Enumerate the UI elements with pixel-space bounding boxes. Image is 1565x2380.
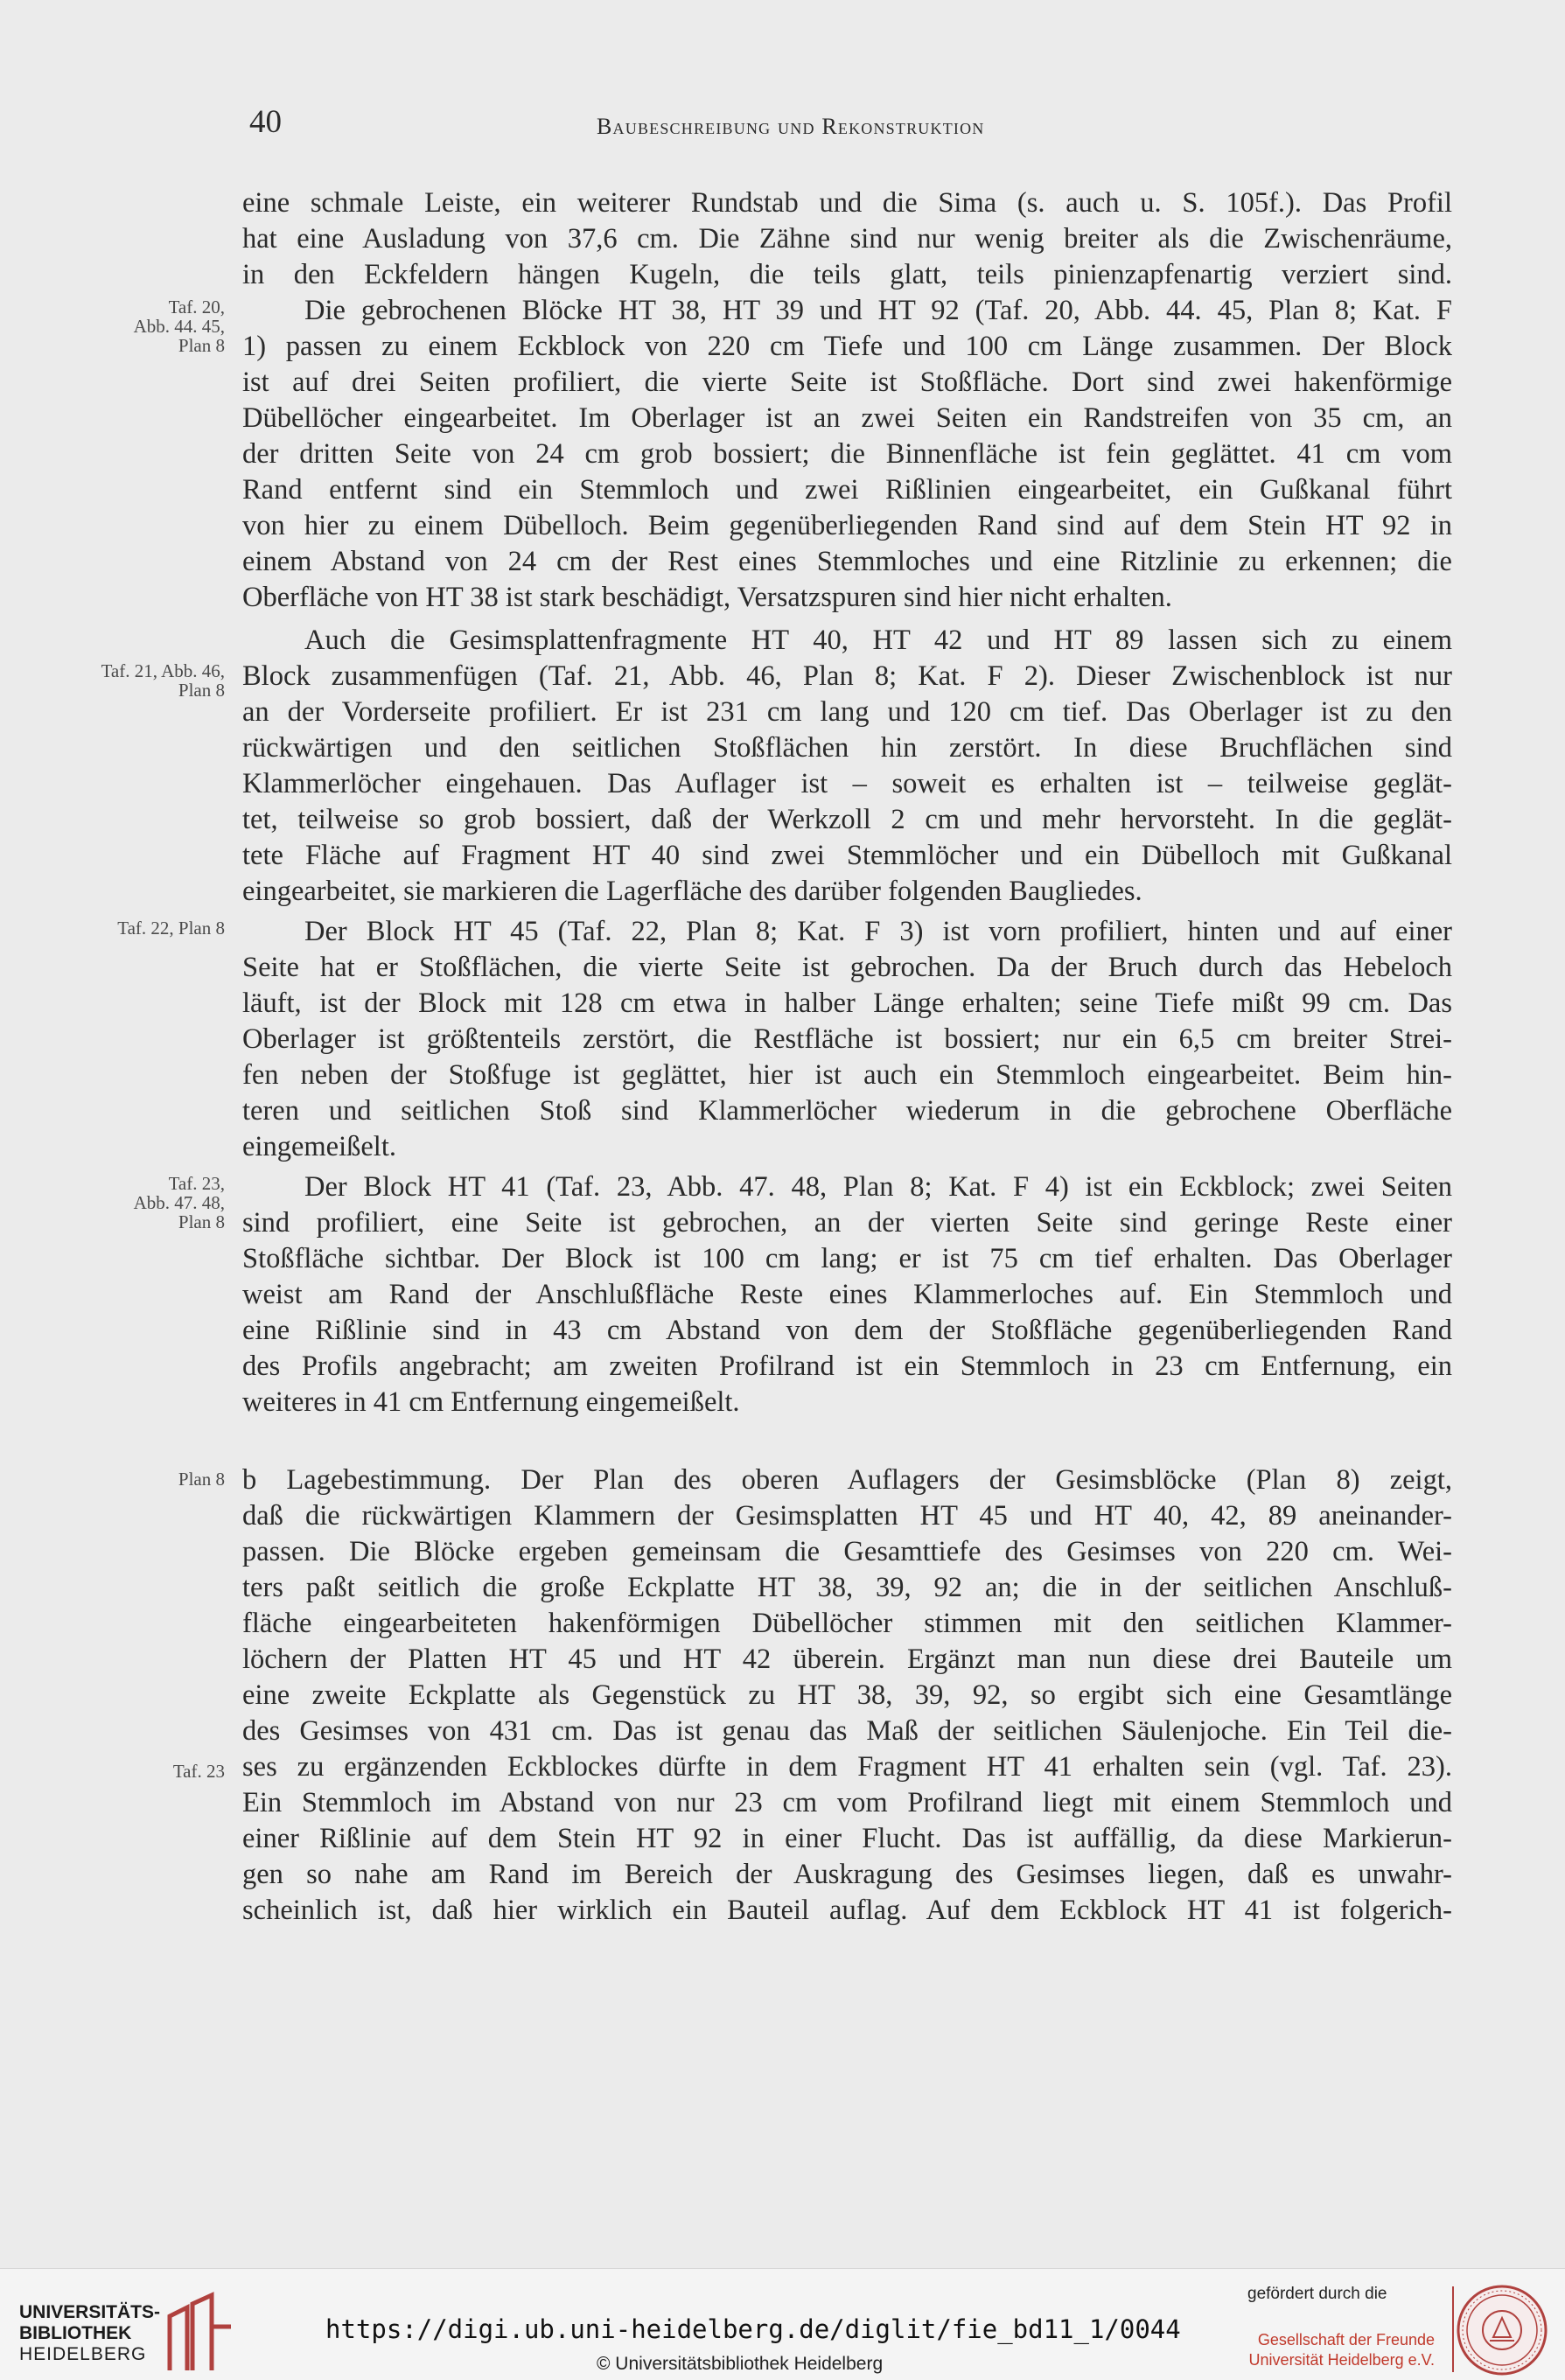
body-line: b Lagebestimmung. Der Plan des oberen Auflagers der Gesimsblöcke (Plan 8) zeigt, xyxy=(242,1464,1452,1496)
margin-note: Plan 8 xyxy=(178,1469,225,1490)
body-line: 1) passen zu einem Eckblock von 220 cm Tiefe und 100 cm Länge zusammen. Der Block xyxy=(242,331,1452,362)
footer-bar xyxy=(0,2268,1565,2380)
body-line: tete Fläche auf Fragment HT 40 sind zwei Stemmlöcher und ein Dübelloch mit Gußkanal xyxy=(242,840,1452,871)
body-line: Der Block HT 41 (Taf. 23, Abb. 47. 48, Plan 8; Kat. F 4) ist ein Eckblock; zwei Seiten xyxy=(304,1171,1452,1203)
library-name-line: UNIVERSITÄTS- xyxy=(19,2302,161,2322)
body-line: in den Eckfeldern hängen Kugeln, die teils glatt, teils pinienzapfenartig verziert sind. xyxy=(242,259,1452,290)
library-logo-icon xyxy=(157,2292,238,2372)
body-line: Oberlager ist größtenteils zerstört, die Restfläche ist bossiert; nur ein 6,5 cm breiter Strei- xyxy=(242,1023,1452,1055)
body-line: sind profiliert, eine Seite ist gebrochen, an der vierten Seite sind geringe Reste einer xyxy=(242,1207,1452,1239)
body-line: einem Abstand von 24 cm der Rest eines Stemmloches und eine Ritzlinie zu erkennen; die xyxy=(242,546,1452,577)
body-line: Der Block HT 45 (Taf. 22, Plan 8; Kat. F 3) ist vorn profiliert, hinten und auf einer xyxy=(304,916,1452,947)
university-seal-icon xyxy=(1455,2283,1549,2377)
body-line: teren und seitlichen Stoß sind Klammerlöcher wiederum in die gebrochene Oberfläche xyxy=(242,1095,1452,1127)
body-line: Dübellöcher eingearbeitet. Im Oberlager ist an zwei Seiten ein Randstreifen von 35 cm, an xyxy=(242,402,1452,434)
body-line: an der Vorderseite profiliert. Er ist 231 cm lang und 120 cm tief. Das Oberlager ist zu den xyxy=(242,696,1452,728)
body-line: Oberfläche von HT 38 ist stark beschädigt, Versatzspuren sind hier nicht erhalten. xyxy=(242,582,1172,613)
body-line: eine schmale Leiste, ein weiterer Rundstab und die Sima (s. auch u. S. 105f.). Das Profil xyxy=(242,187,1452,219)
margin-note: Plan 8 xyxy=(178,1211,225,1232)
body-line: des Gesimses von 431 cm. Das ist genau das Maß der seitlichen Säulenjoche. Ein Teil die- xyxy=(242,1715,1452,1747)
body-line: scheinlich ist, daß hier wirklich ein Bauteil auflag. Auf dem Eckblock HT 41 ist folgerich- xyxy=(242,1895,1452,1926)
body-line: Auch die Gesimsplattenfragmente HT 40, HT 42 und HT 89 lassen sich zu einem xyxy=(304,625,1452,656)
body-line: weist am Rand der Anschlußfläche Reste eines Klammerloches auf. Ein Stemmloch und xyxy=(242,1279,1452,1310)
body-line: tet, teilweise so grob bossiert, daß der Werkzoll 2 cm und mehr hervorsteht. In die geglät- xyxy=(242,804,1452,835)
body-line: läuft, ist der Block mit 128 cm etwa in halber Länge erhalten; seine Tiefe mißt 99 cm. Das xyxy=(242,988,1452,1019)
library-name-line: BIBLIOTHEK xyxy=(19,2323,132,2343)
funding-label: gefördert durch die xyxy=(1247,2285,1387,2303)
running-title: Baubeschreibung und Rekonstruktion xyxy=(597,114,985,139)
body-line: eine zweite Eckplatte als Gegenstück zu HT 38, 39, 92, so ergibt sich eine Gesamtlänge xyxy=(242,1679,1452,1711)
margin-note: Plan 8 xyxy=(178,680,225,701)
funding-org: Universität Heidelberg e.V. xyxy=(1248,2351,1435,2369)
body-line: weiteres in 41 cm Entfernung eingemeißelt. xyxy=(242,1386,740,1418)
margin-note: Taf. 23 xyxy=(172,1761,225,1782)
body-line: Klammerlöcher eingehauen. Das Auflager ist – soweit es erhalten ist – teilweise geglät- xyxy=(242,768,1452,799)
copyright-notice: © Universitätsbibliothek Heidelberg xyxy=(597,2354,884,2374)
body-line: einer Rißlinie auf dem Stein HT 92 in einer Flucht. Das ist auffällig, da diese Markierun- xyxy=(242,1823,1452,1854)
body-line: ist auf drei Seiten profiliert, die vierte Seite ist Stoßfläche. Dort sind zwei hakenförmige xyxy=(242,366,1452,398)
margin-note: Abb. 44. 45, xyxy=(133,316,225,337)
margin-note: Taf. 22, Plan 8 xyxy=(117,918,225,939)
body-line: fläche eingearbeiteten hakenförmigen Dübellöcher stimmen mit den seitlichen Klammer- xyxy=(242,1608,1452,1639)
body-line: eine Rißlinie sind in 43 cm Abstand von dem der Stoßfläche gegenüberliegenden Rand xyxy=(242,1315,1452,1346)
body-line: ses zu ergänzenden Eckblockes dürfte in dem Fragment HT 41 erhalten sein (vgl. Taf. 23). xyxy=(242,1751,1452,1783)
body-line: daß die rückwärtigen Klammern der Gesimsplatten HT 45 und HT 40, 42, 89 aneinander- xyxy=(242,1500,1452,1532)
body-line: rückwärtigen und den seitlichen Stoßflächen hin zerstört. In diese Bruchflächen sind xyxy=(242,732,1452,764)
body-line: fen neben der Stoßfuge ist geglättet, hier ist auch ein Stemmloch eingearbeitet. Beim hin- xyxy=(242,1059,1452,1091)
margin-note: Plan 8 xyxy=(178,335,225,356)
body-line: Ein Stemmloch im Abstand von nur 23 cm vom Profilrand liegt mit einem Stemmloch und xyxy=(242,1787,1452,1818)
page-number: 40 xyxy=(249,104,282,140)
divider xyxy=(1452,2286,1454,2372)
funding-org: Gesellschaft der Freunde xyxy=(1257,2331,1435,2349)
body-line: Block zusammenfügen (Taf. 21, Abb. 46, Plan 8; Kat. F 2). Dieser Zwischenblock ist nur xyxy=(242,660,1452,692)
body-line: ters paßt seitlich die große Eckplatte HT 38, 39, 92 an; die in der seitlichen Anschluß- xyxy=(242,1572,1452,1603)
margin-note: Taf. 20, xyxy=(168,297,225,318)
body-line: löchern der Platten HT 45 und HT 42 überein. Ergänzt man nun diese drei Bauteile um xyxy=(242,1644,1452,1675)
body-line: Seite hat er Stoßflächen, die vierte Seite ist gebrochen. Da der Bruch durch das Hebeloch xyxy=(242,952,1452,983)
margin-note: Abb. 47. 48, xyxy=(133,1192,225,1213)
body-line: eingearbeitet, sie markieren die Lagerfläche des darüber folgenden Baugliedes. xyxy=(242,876,1142,907)
body-line: Stoßfläche sichtbar. Der Block ist 100 cm lang; er ist 75 cm tief erhalten. Das Oberlager xyxy=(242,1243,1452,1274)
body-line: Rand entfernt sind ein Stemmloch und zwei Rißlinien eingearbeitet, ein Gußkanal führt xyxy=(242,474,1452,506)
body-line: des Profils angebracht; am zweiten Profilrand ist ein Stemmloch in 23 cm Entfernung, ein xyxy=(242,1351,1452,1382)
body-line: der dritten Seite von 24 cm grob bossiert; die Binnenfläche ist fein geglättet. 41 cm vom xyxy=(242,438,1452,470)
body-line: von hier zu einem Dübelloch. Beim gegenüberliegenden Rand sind auf dem Stein HT 92 in xyxy=(242,510,1452,541)
body-line: hat eine Ausladung von 37,6 cm. Die Zähne sind nur wenig breiter als die Zwischenräume, xyxy=(242,223,1452,255)
body-line: passen. Die Blöcke ergeben gemeinsam die Gesamttiefe des Gesimses von 220 cm. Wei- xyxy=(242,1536,1452,1567)
permalink-url[interactable]: https://digi.ub.uni-heidelberg.de/diglit/fie_bd11_1/0044 xyxy=(325,2314,1181,2344)
margin-note: Taf. 23, xyxy=(168,1173,225,1194)
body-line: gen so nahe am Rand im Bereich der Auskragung des Gesimses liegen, daß es unwahr- xyxy=(242,1859,1452,1890)
library-name-line: HEIDELBERG xyxy=(19,2344,147,2364)
margin-note: Taf. 21, Abb. 46, xyxy=(101,660,225,681)
body-line: eingemeißelt. xyxy=(242,1131,396,1162)
library-name xyxy=(19,2302,160,2365)
body-line: Die gebrochenen Blöcke HT 38, HT 39 und HT 92 (Taf. 20, Abb. 44. 45, Plan 8; Kat. F xyxy=(304,295,1452,326)
